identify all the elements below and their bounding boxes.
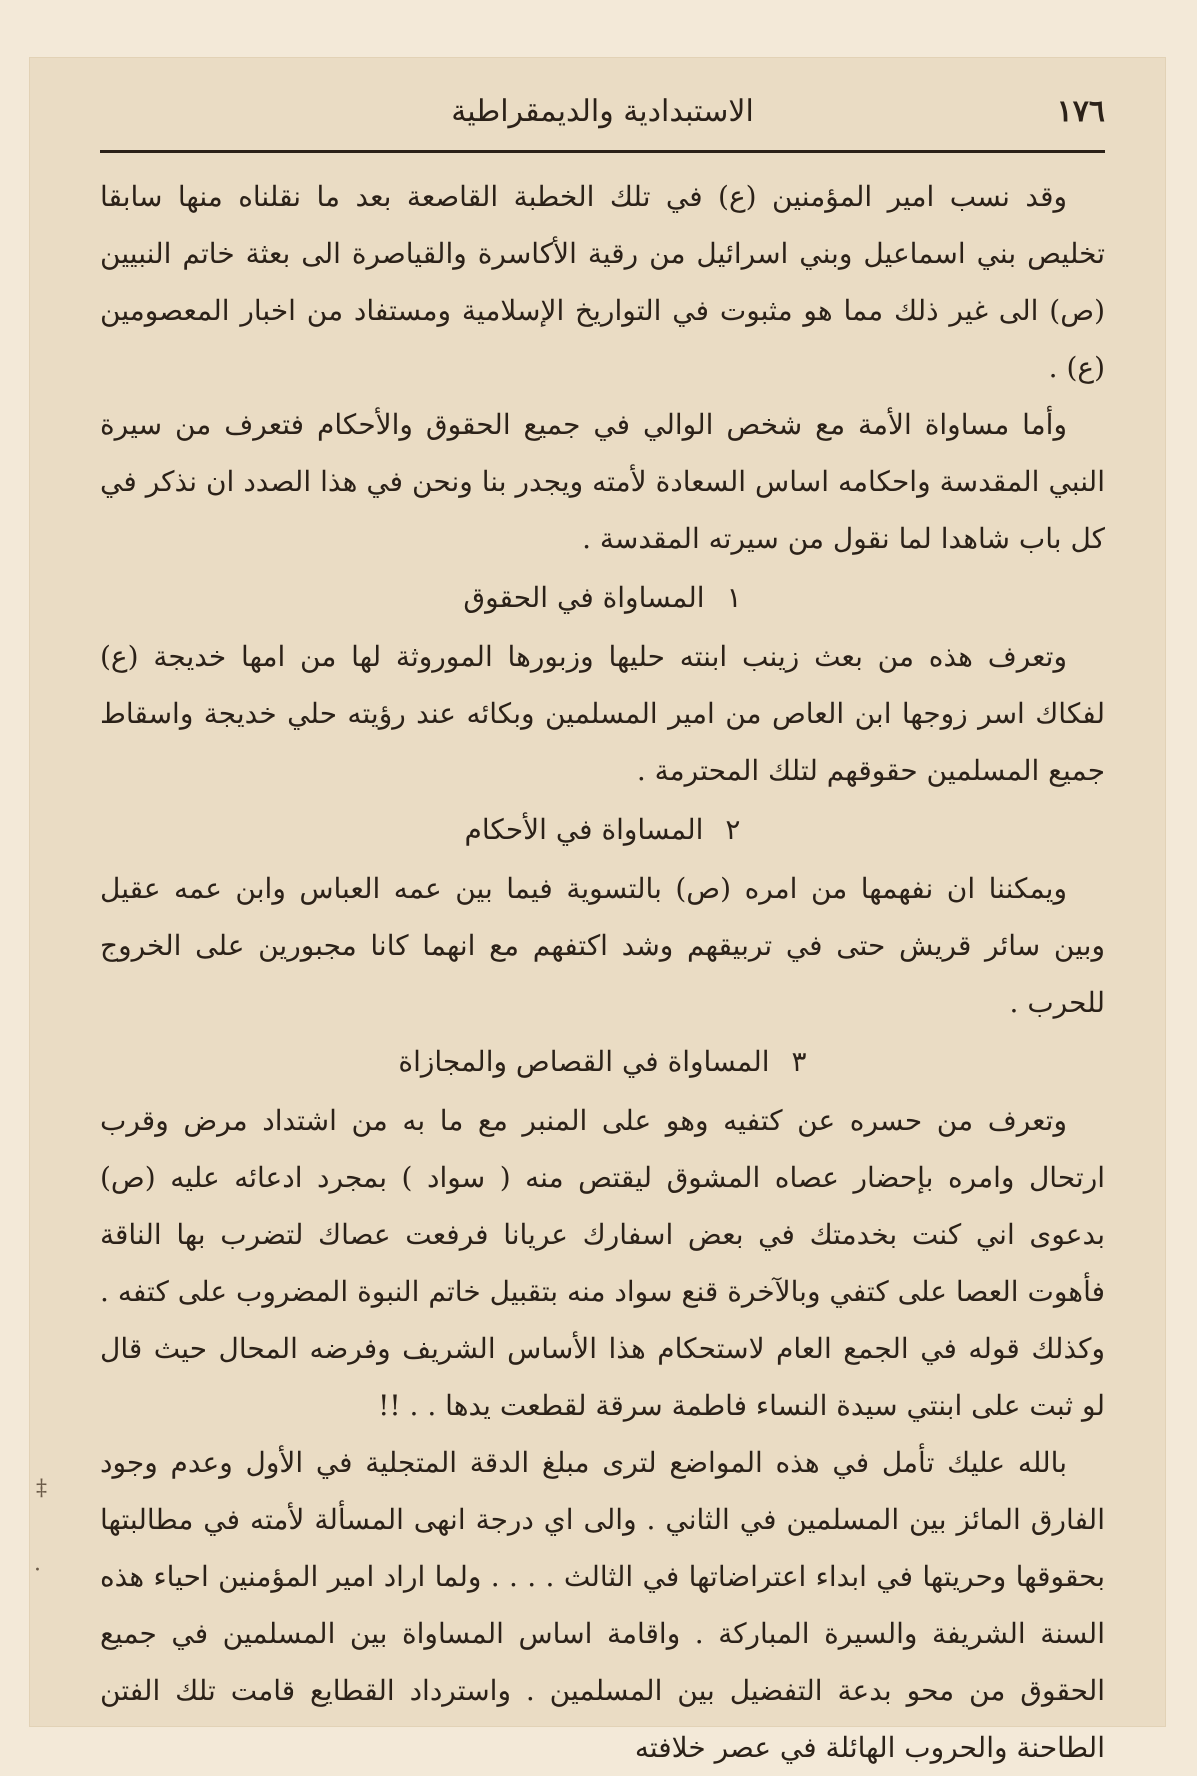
section-number: ٣ <box>791 1045 807 1078</box>
section-number: ٢ <box>725 813 741 846</box>
section-heading <box>100 799 1105 860</box>
running-title: الاستبدادية والديمقراطية <box>451 94 754 129</box>
page-number: ١٧٦ <box>1056 94 1105 129</box>
book-page <box>30 58 1165 1764</box>
section-title: المساواة في القصاص والمجازاة <box>398 1045 770 1078</box>
paragraph: بالله عليك تأمل في هذه المواضع لترى مبلغ الدقة المتجلية في الأول وعدم وجود الفارق المائز بين المسلمين في الثاني . والى اي درجة انهى المسألة لأمته في مطالبتها بحقوقها وحريتها في ابداء اعتراضاتها في الثالث . . . . ولما اراد امير المؤمنين احياء هذه السنة الشريفة والسيرة المباركة . واقامة اساس المساواة بين المسلمين في جميع الحقوق من محو بدعة التفضيل بين المسلمين . واسترداد القطايع قامت تلك الفتن الطاحنة والحروب الهائلة في عصر خلافته <box>100 1446 1105 1764</box>
page-header <box>100 86 1105 136</box>
paragraph: وتعرف هذه من بعث زينب ابنته حليها وزبورها الموروثة لها من امها خديجة (ع) لفكاك اسر زوجها ابن العاص من امير المسلمين وبكائه عند رؤيته حلي خديجة واسقاط جميع المسلمين حقوقهم لتلك المحترمة . <box>100 640 1106 787</box>
margin-mark: ‡ <box>36 1476 47 1501</box>
section-number: ١ <box>726 581 742 614</box>
paragraph: وتعرف من حسره عن كتفيه وهو على المنبر مع ما به من اشتداد مرض وقرب ارتحال وامره بإحضار عصاه المشوق ليقتص منه ( سواد ) بمجرد ادعائه عليه (ص) بدعوى اني كنت بخدمتك في بعض اسفارك عريانا فرفعت عصاك لتضرب بها الناقة فأهوت العصا على كتفي وبالآخرة قنع سواد منه بتقبيل خاتم النبوة المضروب على كتفه . وكذلك قوله في الجمع العام لاستحكام هذا الأساس الشريف وفرضه المحال حيث قال لو ثبت على ابنتي سيدة النساء فاطمة سرقة لقطعت يدها . . !! <box>100 1104 1106 1422</box>
section-title: المساواة في الأحكام <box>464 813 704 846</box>
section-heading <box>100 567 1105 628</box>
page-body <box>100 168 1105 1776</box>
paragraph: وقد نسب امير المؤمنين (ع) في تلك الخطبة القاصعة بعد ما نقلناه منها سابقا تخليص بني اسماعيل وبني اسرائيل من رقية الأكاسرة والقياصرة الى بعثة خاتم النبيين (ص) الى غير ذلك مما هو مثبوت في التواريخ الإسلامية ومستفاد من اخبار المعصومين (ع) . <box>100 180 1105 384</box>
section-heading <box>100 1031 1105 1092</box>
margin-mark: · <box>34 1558 41 1583</box>
section-title: المساواة في الحقوق <box>463 581 705 614</box>
header-rule <box>100 150 1105 153</box>
paragraph: ويمكننا ان نفهمها من امره (ص) بالتسوية فيما بين عمه العباس وابن عمه عقيل وبين سائر قريش حتى في تربيقهم وشد اكتفهم مع انهما كانا مجبورين على الخروج للحرب . <box>100 872 1105 1019</box>
paragraph: وأما مساواة الأمة مع شخص الوالي في جميع الحقوق والأحكام فتعرف من سيرة النبي المقدسة واحكامه اساس السعادة لأمته ويجدر بنا ونحن في هذا الصدد ان نذكر في كل باب شاهدا لما نقول من سيرته المقدسة . <box>100 408 1105 555</box>
